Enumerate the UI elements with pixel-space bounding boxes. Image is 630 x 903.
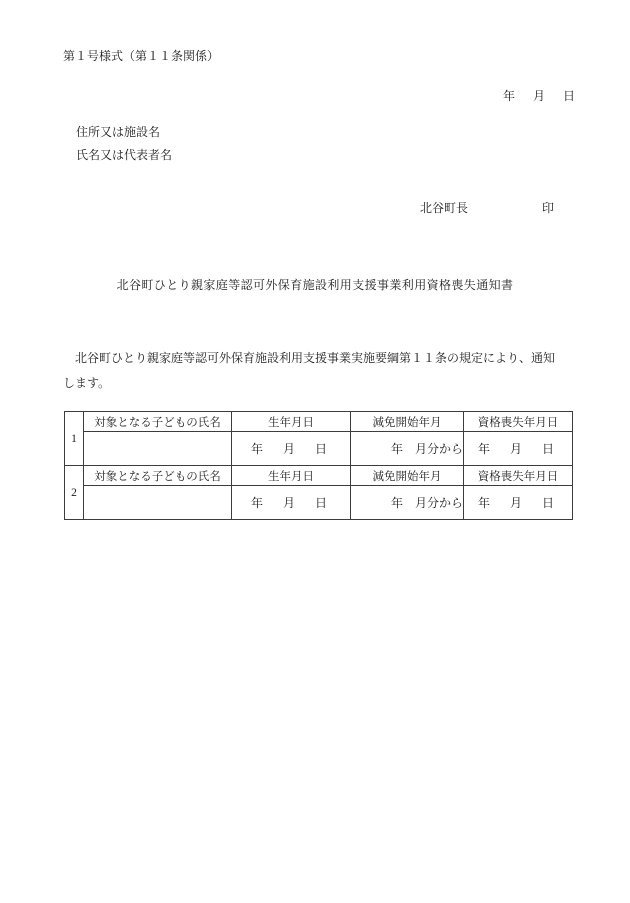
body-paragraph-line-2: します。 xyxy=(63,376,111,390)
loss-date-cell-1: 年 月 日 xyxy=(464,432,573,466)
birth-date-cell-1: 年 月 日 xyxy=(232,432,351,466)
header-birth-date: 生年月日 xyxy=(232,412,351,432)
table-row xyxy=(65,486,573,520)
notification-table xyxy=(64,411,573,520)
name-or-representative-label: 氏名又は代表者名 xyxy=(76,148,173,162)
header-child-name: 対象となる子どもの氏名 xyxy=(84,466,232,486)
header-birth-date: 生年月日 xyxy=(232,466,351,486)
row-number-1: 1 xyxy=(65,412,84,466)
table-row xyxy=(65,466,573,486)
issue-date-line: 年 月 日 xyxy=(503,89,579,103)
address-or-facility-label: 住所又は施設名 xyxy=(76,125,161,139)
reduction-start-cell-1: 年 月分から xyxy=(351,432,464,466)
table-row xyxy=(65,412,573,432)
form-number-label: 第１号様式（第１１条関係） xyxy=(63,49,220,63)
row-number-2: 2 xyxy=(65,466,84,520)
header-child-name: 対象となる子どもの氏名 xyxy=(84,412,232,432)
header-loss-date: 資格喪失年月日 xyxy=(464,412,573,432)
header-reduction-start: 減免開始年月 xyxy=(351,466,464,486)
child-name-cell-1 xyxy=(84,432,232,466)
child-name-cell-2 xyxy=(84,486,232,520)
birth-date-cell-2: 年 月 日 xyxy=(232,486,351,520)
table-row xyxy=(65,432,573,466)
loss-date-cell-2: 年 月 日 xyxy=(464,486,573,520)
body-paragraph-line-1: 北谷町ひとり親家庭等認可外保育施設利用支援事業実施要綱第１１条の規定により、通知 xyxy=(63,351,556,365)
reduction-start-cell-2: 年 月分から xyxy=(351,486,464,520)
seal-mark: 印 xyxy=(542,201,555,215)
document-title: 北谷町ひとり親家庭等認可外保育施設利用支援事業利用資格喪失通知書 xyxy=(116,278,514,292)
mayor-name: 北谷町長 xyxy=(420,201,469,215)
header-reduction-start: 減免開始年月 xyxy=(351,412,464,432)
header-loss-date: 資格喪失年月日 xyxy=(464,466,573,486)
